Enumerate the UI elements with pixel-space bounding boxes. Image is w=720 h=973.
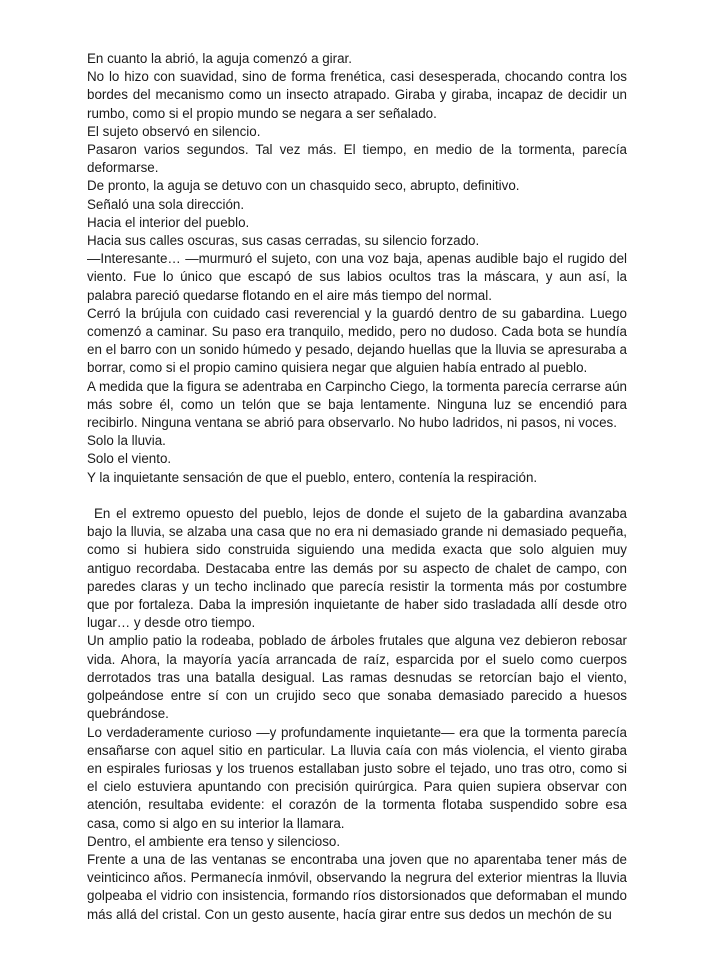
paragraph: Lo verdaderamente curioso —y profundamente inquietante— era que la tormenta parecía ensañarse con aquel sitio en particular. La lluvia caía con más violencia, el viento giraba en espirales furiosas y los truenos estallaban justo sobre el tejado, uno tras otro, como si el cielo estuviera apuntando con precisión quirúrgica. Para quien supiera observar con atención, resultaba evidente: el corazón de la tormenta flotaba suspendido sobre esa casa, como si algo en su interior la llamara.	[87, 724, 627, 831]
paragraph: Frente a una de las ventanas se encontraba una joven que no aparentaba tener más de veinticinco años. Permanecía inmóvil, observando la negrura del exterior mientras la lluvia golpeaba el vidrio con insistencia, formando ríos distorsionados que deformaban el mundo más allá del cristal. Con un gesto ausente, hacía girar entre sus dedos un mechón de su	[87, 851, 627, 922]
paragraph: En el extremo opuesto del pueblo, lejos de donde el sujeto de la gabardina avanzaba bajo la lluvia, se alzaba una casa que no era ni demasiado grande ni demasiado pequeña, como si hubiera sido construida siguiendo una medida exacta que solo alguien muy antiguo recordaba. Destacaba entre las demás por su aspecto de chalet de campo, con paredes claras y un techo inclinado que parecía resistir la tormenta más por costumbre que por fortaleza. Daba la impresión inquietante de haber sido trasladada allí desde otro lugar… y desde otro tiempo.	[87, 506, 627, 631]
paragraph: A medida que la figura se adentraba en Carpincho Ciego, la tormenta parecía cerrarse aún más sobre él, como un telón que se baja lentamente. Ninguna luz se encendió para recibirlo. Ninguna ventana se abrió para observarlo. No hubo ladridos, ni pasos, ni voces.	[87, 378, 627, 431]
paragraph: Dentro, el ambiente era tenso y silencioso.	[87, 833, 341, 849]
paragraph: De pronto, la aguja se detuvo con un chasquido seco, abrupto, definitivo.	[87, 178, 520, 194]
paragraph: En cuanto la abrió, la aguja comenzó a girar.	[87, 51, 353, 66]
paragraph: —Interesante… —murmuró el sujeto, con una voz baja, apenas audible bajo el rugido del viento. Fue lo único que escapó de sus labios ocultos tras la máscara, y aun así, la palabra pareció quedarse flotando en el aire más tiempo del normal.	[87, 251, 627, 303]
paragraph: Cerró la brújula con cuidado casi reverencial y la guardó dentro de su gabardina. Luego comenzó a caminar. Su paso era tranquilo, medido, pero no dudoso. Cada bota se hundía en el barro con un sonido húmedo y pesado, dejando huellas que la lluvia se apresuraba a borrar, como si el propio camino quisiera negar que alguien había entrado al pueblo.	[87, 305, 627, 376]
paragraph: Pasaron varios segundos. Tal vez más. El tiempo, en medio de la tormenta, parecía deformarse.	[87, 142, 627, 176]
paragraph: Señaló una sola dirección.	[87, 196, 245, 212]
paragraph: Y la inquietante sensación de que el pueblo, entero, contenía la respiración.	[87, 469, 538, 485]
section-gap	[87, 487, 627, 505]
paragraph: Hacia sus calles oscuras, sus casas cerradas, su silencio forzado.	[87, 233, 480, 249]
document-page	[87, 50, 627, 924]
paragraph: El sujeto observó en silencio.	[87, 123, 261, 139]
paragraph: No lo hizo con suavidad, sino de forma frenética, casi desesperada, chocando contra los bordes del mecanismo como un insecto atrapado. Giraba y giraba, incapaz de decidir un rumbo, como si el propio mundo se negara a ser señalado.	[87, 69, 627, 121]
paragraph: Un amplio patio la rodeaba, poblado de árboles frutales que alguna vez debieron rebosar vida. Ahora, la mayoría yacía arrancada de raíz, esparcida por el suelo como cuerpos derrotados tras una batalla desigual. Las ramas desnudas se retorcían bajo el viento, golpeándose entre sí con un crujido seco que sonaba demasiado parecido a huesos quebrándose.	[87, 633, 627, 722]
paragraph: Hacia el interior del pueblo.	[87, 214, 250, 230]
paragraph: Solo el viento.	[87, 451, 172, 467]
paragraph: Solo la lluvia.	[87, 433, 166, 449]
